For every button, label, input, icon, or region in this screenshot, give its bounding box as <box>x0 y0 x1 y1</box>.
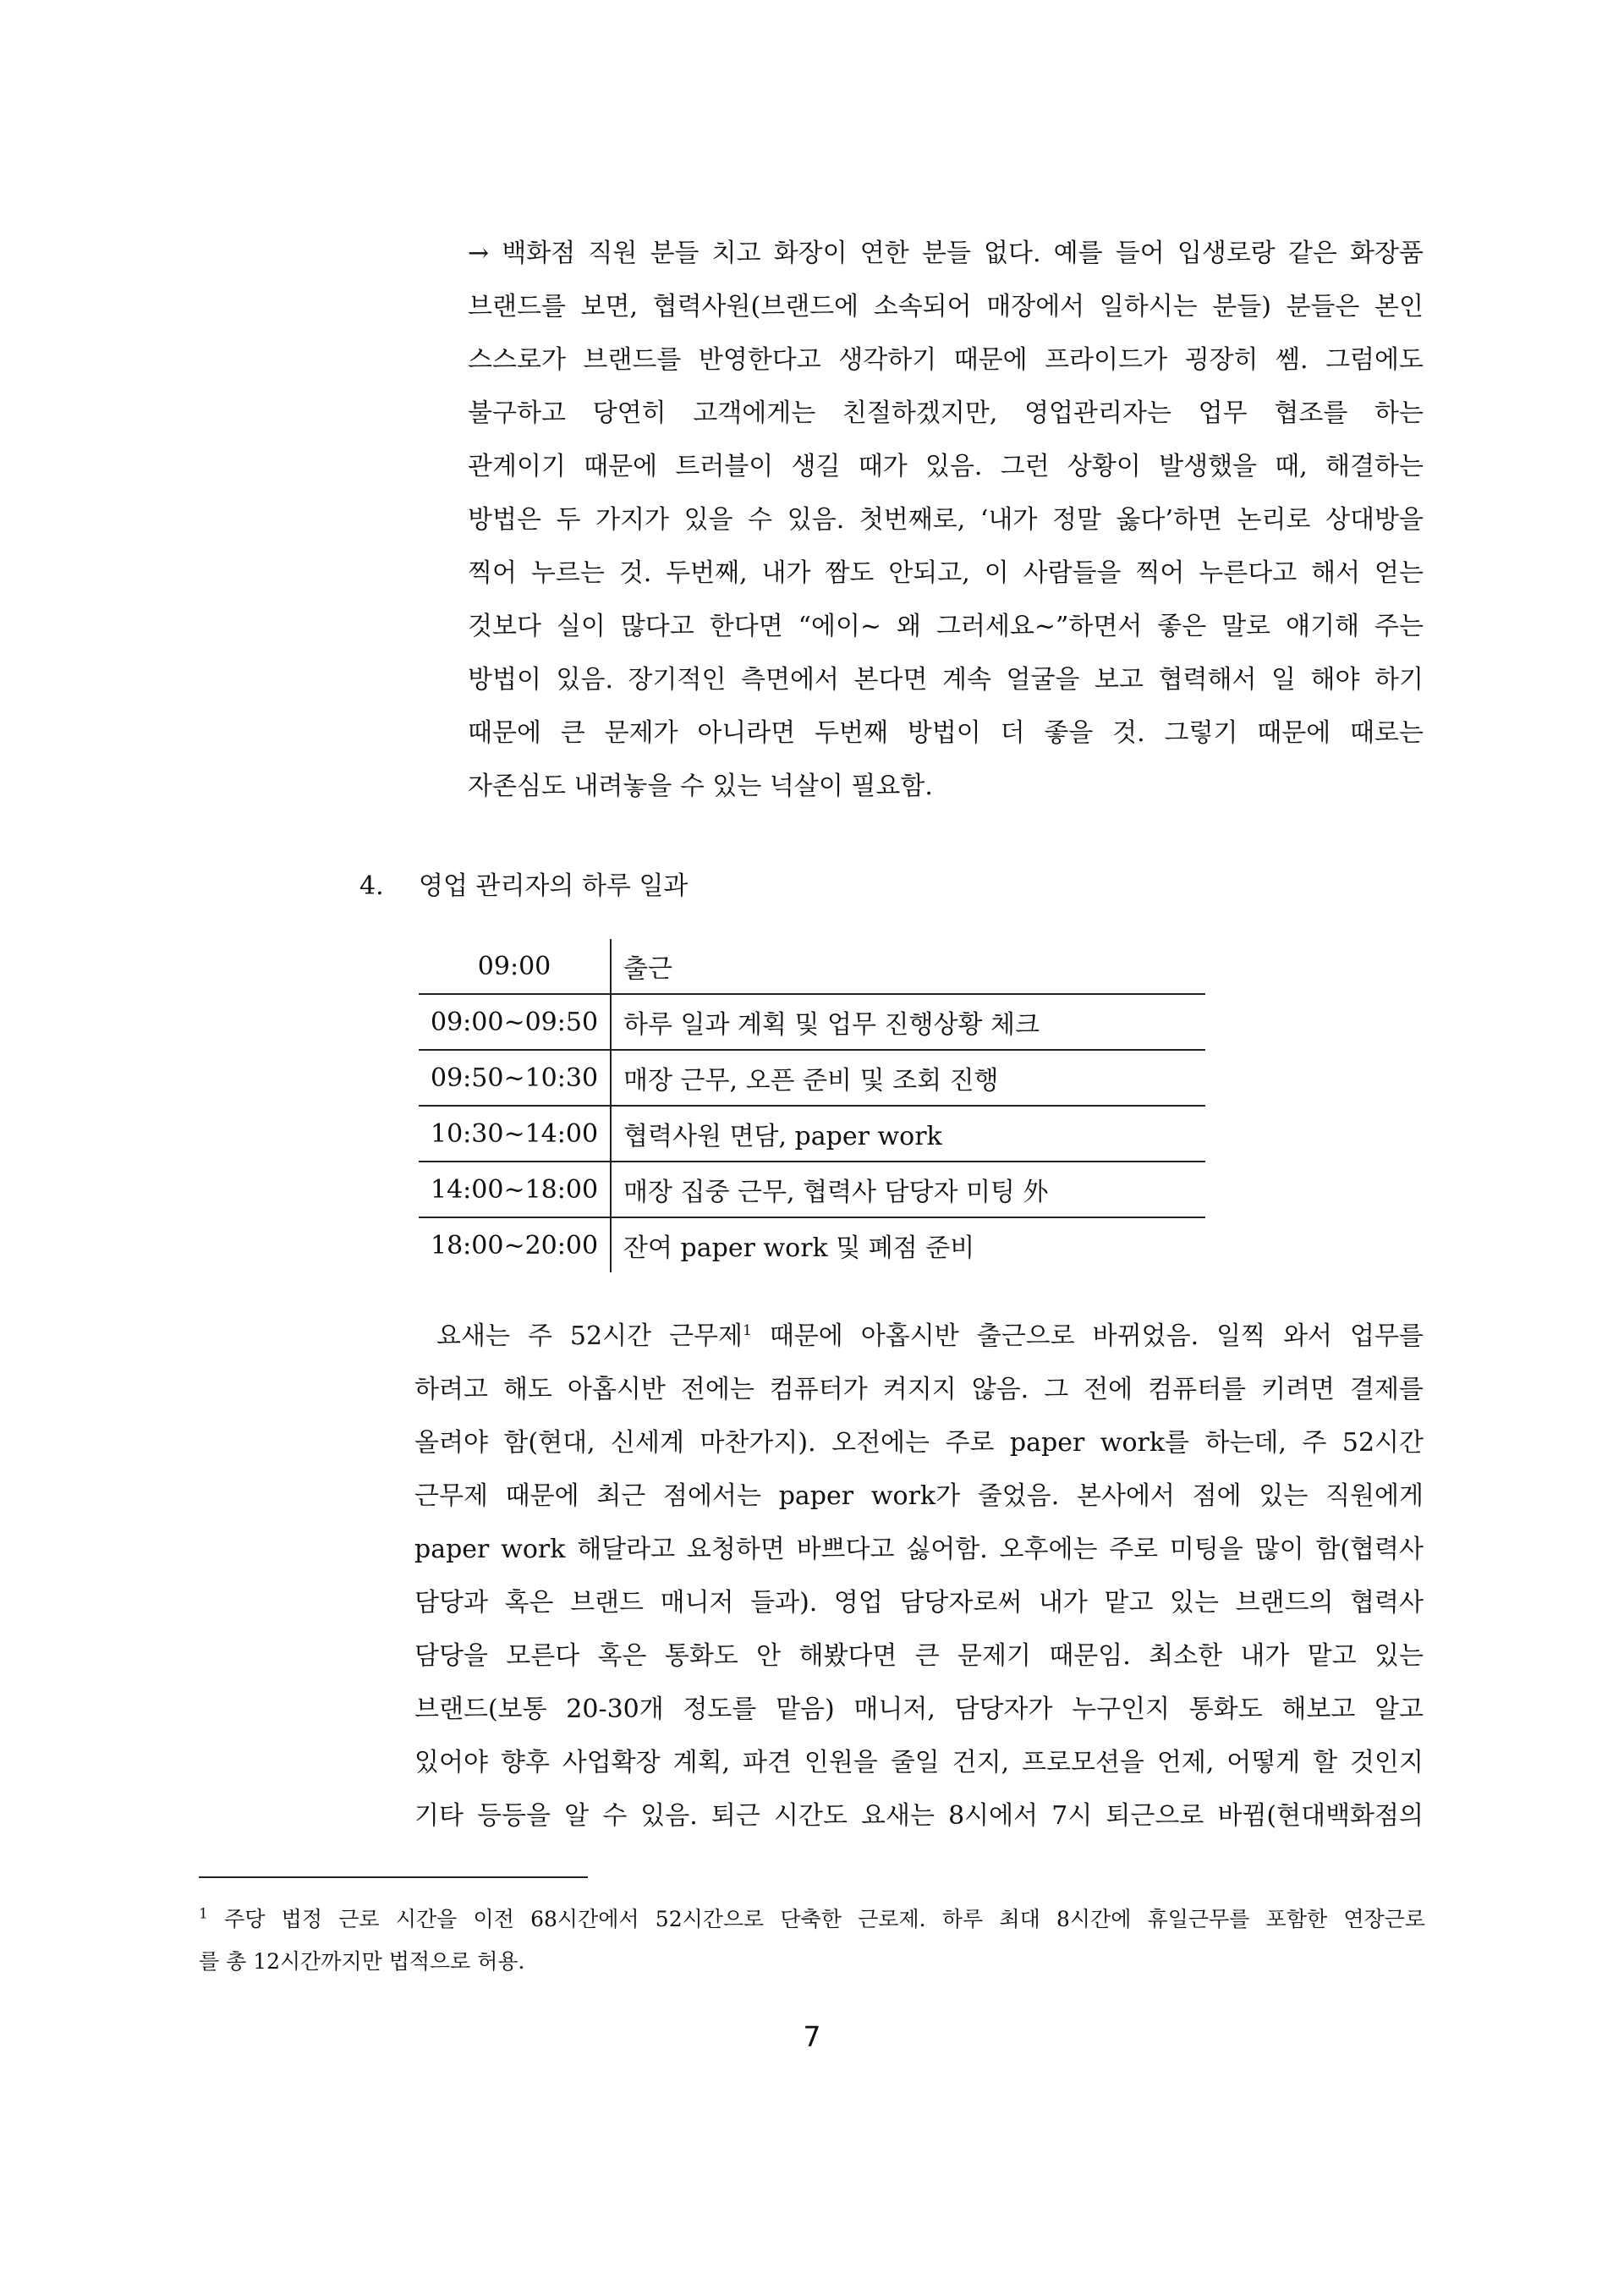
text-line: 관계이기 때문에 트러블이 생길 때가 있음. 그런 상황이 발생했을 때, 해결하는 <box>468 452 1424 481</box>
time-cell: 10:30~14:00 <box>419 1106 611 1162</box>
table-row <box>419 1217 1205 1272</box>
section-heading <box>359 861 688 912</box>
text-line: 하려고 해도 아홉시반 전에는 컴퓨터가 켜지지 않음. 그 전에 컴퓨터를 키려면 결제를 <box>414 1375 1424 1404</box>
text-line: 찍어 누르는 것. 두번째, 내가 짬도 안되고, 이 사람들을 찍어 누른다고 해서 얻는 <box>468 558 1424 588</box>
section-number: 4. <box>359 871 384 901</box>
text-line: 담당과 혹은 브랜드 매니저 들과). 영업 담당자로써 내가 맡고 있는 브랜드의 협력사 <box>414 1588 1424 1618</box>
text-line: 때문에 큰 문제가 아니라면 두번째 방법이 더 좋을 것. 그렇기 때문에 때로는 <box>468 718 1424 748</box>
text-line: 방법은 두 가지가 있을 수 있음. 첫번째로, ‘내가 정말 옳다’하면 논리로 상대방을 <box>468 505 1424 535</box>
footnote-reference[interactable]: 1 <box>743 1322 752 1339</box>
table-row <box>419 1050 1205 1106</box>
text-segment: 때문에 아홉시반 출근으로 바뀌었음. 일찍 와서 업무를 <box>751 1321 1424 1351</box>
time-cell: 18:00~20:00 <box>419 1217 611 1272</box>
time-cell: 09:00~09:50 <box>419 994 611 1050</box>
text-line: 담당을 모른다 혹은 통화도 안 해봤다면 큰 문제기 때문임. 최소한 내가 맡고 있는 <box>414 1641 1424 1671</box>
task-cell: 잔여 paper work 및 폐점 준비 <box>611 1217 1205 1272</box>
footnote-text: 주당 법정 근로 시간을 이전 68시간에서 52시간으로 단축한 근로제. 하루 최대 8시간에 휴일근무를 포함한 연장근로 <box>207 1907 1425 1931</box>
task-cell: 협력사원 면담, paper work <box>611 1106 1205 1162</box>
time-cell: 09:00 <box>419 939 611 994</box>
text-line: 올려야 함(현대, 신세계 마찬가지). 오전에는 주로 paper work를 하는데, 주 52시간 <box>414 1428 1424 1458</box>
text-line: 기타 등등을 알 수 있음. 퇴근 시간도 요새는 8시에서 7시 퇴근으로 바뀜(현대백화점의 <box>414 1801 1424 1831</box>
time-cell: 14:00~18:00 <box>419 1162 611 1217</box>
paragraph-2 <box>414 1310 1424 1843</box>
task-cell: 출근 <box>623 954 673 984</box>
task-cell: 매장 근무, 오픈 준비 및 조회 진행 <box>611 1050 1205 1106</box>
text-line: 스스로가 브랜드를 반영한다고 생각하기 때문에 프라이드가 굉장히 쎔. 그럼에도 <box>468 345 1424 375</box>
footnote-separator <box>199 1876 588 1878</box>
task-cell: 매장 집중 근무, 협력사 담당자 미팅 外 <box>611 1162 1205 1217</box>
text-line: → 백화점 직원 분들 치고 화장이 연한 분들 없다. 예를 들어 입생로랑 같은 화장품 <box>468 239 1424 268</box>
text-line: 근무제 때문에 최근 점에서는 paper work가 줄었음. 본사에서 점에 있는 직원에게 <box>414 1481 1424 1511</box>
table-row <box>419 1106 1205 1162</box>
text-line <box>414 1310 1424 1363</box>
footnote <box>199 1898 1425 1983</box>
table-row <box>419 994 1205 1050</box>
table-row <box>419 939 1205 994</box>
text-line: paper work 해달라고 요청하면 바쁘다고 싫어함. 오후에는 주로 미팅을 많이 함(협력사 <box>414 1535 1424 1564</box>
footnote-marker: 1 <box>199 1905 208 1923</box>
paragraph-1 <box>468 227 1424 813</box>
text-line: 불구하고 당연히 고객에게는 친절하겠지만, 영업관리자는 업무 협조를 하는 <box>468 398 1424 428</box>
text-line: 있어야 향후 사업확장 계획, 파견 인원을 줄일 건지, 프로모션을 언제, 어떻게 할 것인지 <box>414 1748 1424 1777</box>
text-line: 브랜드(보통 20-30개 정도를 맡음) 매니저, 담당자가 누구인지 통화도 해보고 알고 <box>414 1695 1424 1724</box>
text-line: 자존심도 내려놓을 수 있는 넉살이 필요함. <box>468 772 933 801</box>
footnote-line <box>199 1898 1425 1941</box>
table-row <box>419 1162 1205 1217</box>
text-line: 것보다 실이 많다고 한다면 “에이~ 왜 그러세요~”하면서 좋은 말로 얘기해 주는 <box>468 612 1424 641</box>
schedule-table <box>419 939 1205 1272</box>
section-title: 영업 관리자의 하루 일과 <box>419 871 689 901</box>
text-line: 방법이 있음. 장기적인 측면에서 본다면 계속 얼굴을 보고 협력해서 일 해야 하기 <box>468 665 1424 695</box>
text-line: 브랜드를 보면, 협력사원(브랜드에 소속되어 매장에서 일하시는 분들) 분들은 본인 <box>468 292 1424 321</box>
page-number: 7 <box>803 2020 821 2053</box>
task-cell: 하루 일과 계획 및 업무 진행상황 체크 <box>611 994 1205 1050</box>
text-segment: 요새는 주 52시간 근무제 <box>436 1321 743 1351</box>
time-cell: 09:50~10:30 <box>419 1050 611 1106</box>
footnote-line: 를 총 12시간까지만 법적으로 허용. <box>199 1949 525 1974</box>
